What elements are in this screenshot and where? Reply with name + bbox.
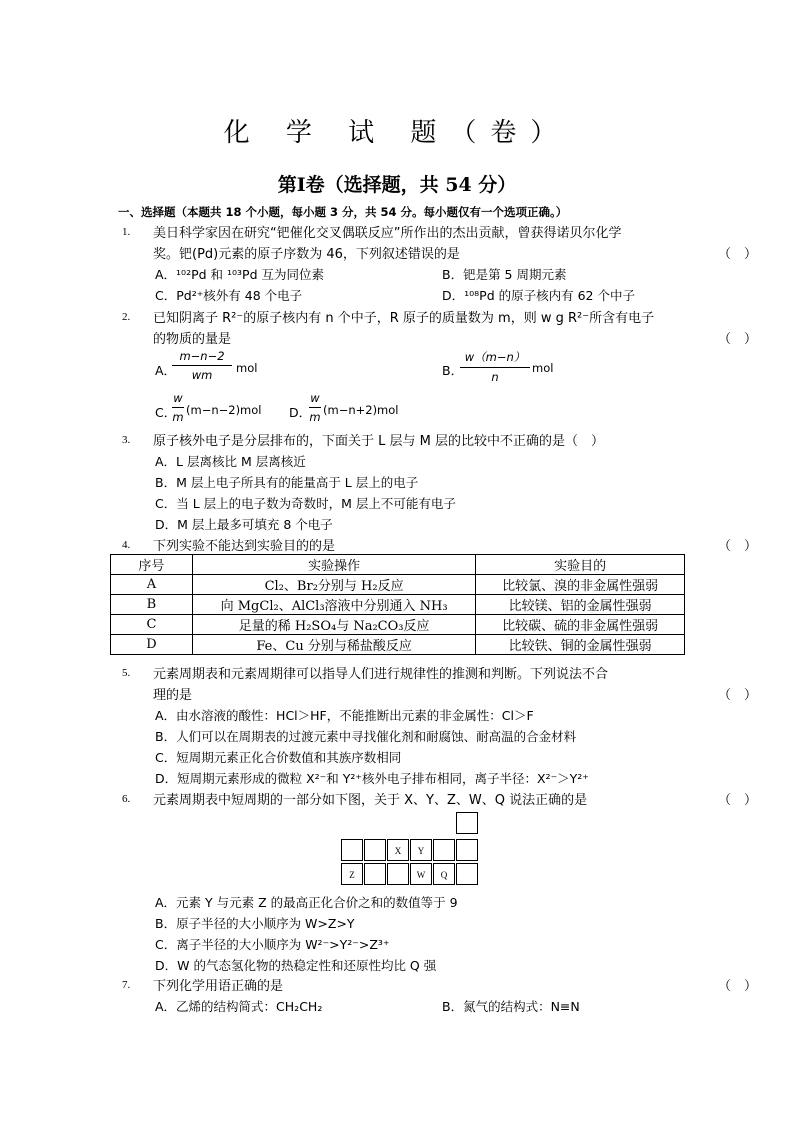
- option-a: A．元素 Y 与元素 Z 的最高正化合价之和的数值等于 9: [155, 895, 458, 910]
- denominator: wm: [191, 368, 213, 382]
- question-text: 已知阴离子 R²⁻的原子核内有 n 个中子，R 原子的质量数为 m，则 w g R²⁻所含有电子: [153, 311, 655, 326]
- page-title: 化 学 试 题（卷）: [223, 118, 571, 148]
- option-d: D．¹⁰⁸Pd 的原子核内有 62 个中子: [442, 288, 635, 303]
- element-cell-w: W: [410, 863, 432, 885]
- header-cell: 实验目的: [476, 555, 685, 575]
- empty-cell: [364, 839, 386, 861]
- header-cell: 实验操作: [192, 555, 476, 575]
- question-number: 2.: [122, 311, 131, 323]
- empty-cell: [456, 863, 478, 885]
- option-d: D．短周期元素形成的微粒 X²⁻和 Y²⁺核外电子排布相同，离子半径：X²⁻＞Y²⁺: [155, 771, 589, 786]
- question-number: 7.: [122, 979, 131, 991]
- option-a: A．¹⁰²Pd 和 ¹⁰³Pd 互为同位素: [155, 267, 324, 282]
- option-b-label: B．: [442, 363, 464, 378]
- question-number: 3.: [122, 434, 131, 446]
- empty-cell: [433, 839, 455, 861]
- question-number: 6.: [122, 793, 131, 805]
- empty-cell: [341, 839, 363, 861]
- unit: mol: [236, 361, 258, 375]
- section-instructions: 一、选择题（本题共 18 个小题，每小题 3 分，共 54 分。每小题仅有一个选项正确。）: [118, 205, 568, 219]
- option-b: B．人们可以在周期表的过渡元素中寻找催化剂和耐腐蚀、耐高温的合金材料: [155, 729, 577, 744]
- table-cell: Fe、Cu 分别与稀盐酸反应: [192, 635, 476, 655]
- table-cell: C: [111, 615, 193, 635]
- option-b: B．氮气的结构式：N≡N: [442, 999, 580, 1014]
- table-cell: Cl₂、Br₂分别与 H₂反应: [192, 575, 476, 595]
- empty-cell: [456, 839, 478, 861]
- question-text: 理的是: [153, 688, 193, 703]
- empty-cell: [456, 812, 478, 834]
- option-c-expression: (m−n−2)mol: [186, 403, 262, 417]
- option-b: B．M 层上电子所具有的能量高于 L 层上的电子: [155, 475, 419, 490]
- answer-blank: （ ）: [718, 247, 758, 262]
- denominator: n: [491, 370, 499, 384]
- option-a-fraction: [172, 349, 232, 382]
- answer-blank: （ ）: [718, 332, 758, 347]
- table-row: [111, 575, 685, 595]
- table-row: [111, 615, 685, 635]
- answer-blank: （ ）: [718, 688, 758, 703]
- option-b: B．钯是第 5 周期元素: [442, 267, 567, 282]
- table-row: [111, 635, 685, 655]
- denominator: m: [309, 410, 321, 424]
- table-cell: 比较镁、铝的金属性强弱: [476, 595, 685, 615]
- element-cell-y: Y: [410, 839, 432, 861]
- denominator: m: [172, 410, 184, 424]
- option-c: C．Pd²⁺核外有 48 个电子: [155, 288, 303, 303]
- answer-blank: （ ）: [718, 979, 758, 994]
- option-c-fraction: [172, 391, 184, 424]
- question-text: 元素周期表和元素周期律可以指导人们进行规律性的推测和判断。下列说法不合: [153, 667, 609, 682]
- table-cell: A: [111, 575, 193, 595]
- option-d: D．W 的气态氢化物的热稳定性和还原性均比 Q 强: [155, 958, 437, 973]
- element-cell-q: Q: [433, 863, 455, 885]
- numerator: w: [310, 391, 320, 405]
- table-cell: 比较铁、铜的金属性强弱: [476, 635, 685, 655]
- section-subtitle: 第Ⅰ卷（选择题，共 54 分）: [277, 174, 517, 196]
- answer-blank: （ ）: [718, 539, 758, 554]
- question-number: 1.: [122, 226, 131, 238]
- table-cell: D: [111, 635, 193, 655]
- table-header-row: [111, 555, 685, 575]
- element-cell-z: Z: [341, 863, 363, 885]
- option-b-fraction: [460, 349, 530, 384]
- element-cell-x: X: [387, 839, 409, 861]
- option-d-fraction: [309, 391, 321, 424]
- table-cell: B: [111, 595, 193, 615]
- question-number: 4.: [122, 539, 131, 551]
- option-a: A．由水溶液的酸性：HCl＞HF，不能推断出元素的非金属性：Cl＞F: [155, 708, 534, 723]
- numerator: m−n−2: [179, 349, 225, 363]
- option-d-expression: (m−n+2)mol: [323, 403, 399, 417]
- option-a: A．乙烯的结构简式：CH₂CH₂: [155, 999, 323, 1014]
- option-d: D．M 层上最多可填充 8 个电子: [155, 517, 333, 532]
- option-c-label: C．: [155, 405, 177, 420]
- table-row: [111, 595, 685, 615]
- experiment-table: [110, 554, 685, 655]
- option-a-label: A．: [155, 363, 177, 378]
- table-cell: 足量的稀 H₂SO₄与 Na₂CO₃反应: [192, 615, 476, 635]
- numerator: w（m−n）: [464, 350, 526, 364]
- option-a: A．L 层离核比 M 层离核近: [155, 454, 306, 469]
- empty-cell: [387, 863, 409, 885]
- option-d-label: D．: [289, 405, 312, 420]
- question-number: 5.: [122, 667, 131, 679]
- numerator: w: [173, 391, 183, 405]
- table-cell: 比较碳、硫的非金属性强弱: [476, 615, 685, 635]
- option-c: C．当 L 层上的电子数为奇数时，M 层上不可能有电子: [155, 496, 456, 511]
- question-text: 奖。钯(Pd)元素的原子序数为 46，下列叙述错误的是: [153, 247, 460, 262]
- option-c: C．短周期元素正化合价数值和其族序数相同: [155, 750, 402, 765]
- question-text: 美日科学家因在研究“钯催化交叉偶联反应”所作出的杰出贡献，曾获得诺贝尔化学: [153, 226, 622, 241]
- empty-cell: [364, 863, 386, 885]
- table-cell: 向 MgCl₂、AlCl₃溶液中分别通入 NH₃: [192, 595, 476, 615]
- header-cell: 序号: [111, 555, 193, 575]
- option-b: B．原子半径的大小顺序为 W>Z>Y: [155, 916, 355, 931]
- question-text: 下列化学用语正确的是: [153, 979, 284, 994]
- question-text: 的物质的量是: [153, 332, 232, 347]
- question-text: 元素周期表中短周期的一部分如下图，关于 X、Y、Z、W、Q 说法正确的是: [153, 793, 588, 808]
- table-cell: 比较氯、溴的非金属性强弱: [476, 575, 685, 595]
- answer-blank: （ ）: [718, 793, 758, 808]
- question-text: 原子核外电子是分层排布的，下面关于 L 层与 M 层的比较中不正确的是（ ）: [153, 434, 604, 449]
- unit: mol: [532, 361, 554, 375]
- option-c: C．离子半径的大小顺序为 W²⁻>Y²⁻>Z³⁺: [155, 937, 390, 952]
- question-text: 下列实验不能达到实验目的的是: [153, 539, 336, 554]
